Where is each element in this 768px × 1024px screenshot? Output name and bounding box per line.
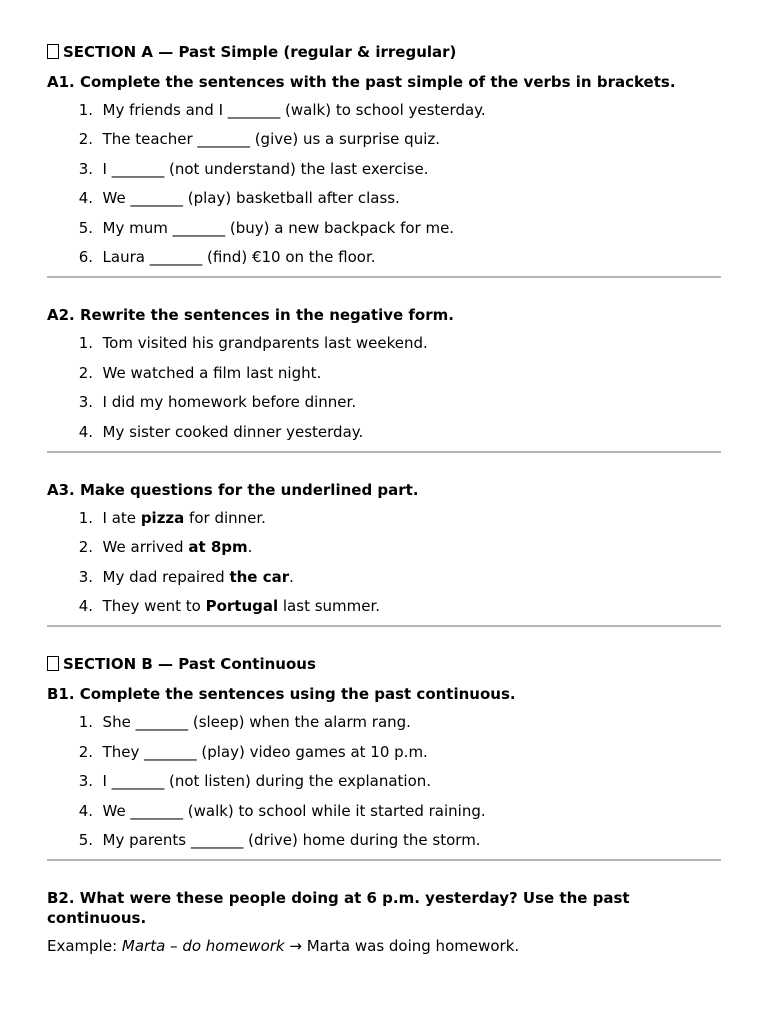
divider [47, 625, 721, 627]
missing-glyph-box-icon [47, 44, 59, 59]
item-text-pre: They went to [102, 597, 206, 616]
item-number: 1. [78, 508, 93, 527]
item-text-post: . [247, 538, 253, 557]
section-b-title-text: SECTION B — Past Continuous [63, 655, 316, 674]
item-number: 6. [78, 247, 93, 266]
item-text: Tom visited his grandparents last weekend. [102, 334, 428, 353]
list-item [47, 422, 721, 443]
divider [47, 451, 721, 453]
b1-list [47, 712, 721, 851]
item-text: My sister cooked dinner yesterday. [102, 422, 364, 441]
missing-glyph-box-icon [47, 656, 59, 671]
item-number: 4. [78, 189, 93, 208]
item-text [103, 508, 266, 529]
list-item [47, 712, 721, 733]
a2-title: A2. Rewrite the sentences in the negative form. [47, 306, 454, 325]
example-line [47, 936, 721, 956]
list-item [47, 363, 721, 384]
list-item [47, 100, 721, 121]
item-text: The teacher _______ (give) us a surprise quiz. [102, 130, 441, 149]
item-number: 3. [78, 772, 93, 791]
list-item [47, 218, 721, 239]
underlined-part: at 8pm [188, 538, 248, 557]
list-item [47, 159, 721, 180]
list-item [47, 247, 721, 268]
item-number: 4. [78, 597, 93, 616]
b1-title: B1. Complete the sentences using the past continuous. [47, 685, 516, 704]
item-text: We watched a film last night. [102, 363, 322, 382]
list-item [47, 771, 721, 792]
item-number: 2. [78, 538, 93, 557]
underlined-part: the car [229, 567, 290, 586]
example-prompt: Marta – do homework [121, 937, 285, 956]
list-item [47, 742, 721, 763]
section-b-title [47, 654, 721, 674]
section-a-title-text: SECTION A — Past Simple (regular & irregular) [63, 43, 457, 61]
item-number: 1. [78, 713, 93, 732]
list-item [47, 596, 721, 617]
item-number: 3. [78, 567, 93, 586]
list-item [47, 801, 721, 822]
item-text: My parents _______ (drive) home during the storm. [102, 831, 481, 850]
item-number: 2. [78, 742, 93, 761]
example-answer: → Marta was doing homework. [284, 937, 520, 956]
item-number: 3. [78, 393, 93, 412]
item-text: I did my homework before dinner. [102, 393, 357, 412]
divider [47, 276, 721, 278]
item-text [103, 537, 253, 558]
item-text [103, 596, 381, 617]
item-number: 5. [78, 831, 93, 850]
item-text-post: . [289, 567, 294, 586]
list-item [47, 830, 721, 851]
a2-list [47, 333, 721, 442]
item-text-pre: My dad repaired [102, 567, 230, 586]
item-text: She _______ (sleep) when the alarm rang. [102, 713, 411, 732]
item-text: We _______ (walk) to school while it started raining. [102, 801, 486, 820]
list-item [47, 392, 721, 413]
item-text [103, 567, 294, 588]
item-number: 5. [78, 218, 93, 237]
item-text: Laura _______ (find) €10 on the floor. [102, 247, 376, 266]
example-label: Example: [47, 937, 122, 956]
item-text-post: for dinner. [184, 508, 266, 527]
item-text: I _______ (not understand) the last exercise. [102, 159, 429, 178]
item-number: 2. [78, 130, 93, 149]
item-number: 4. [78, 801, 93, 820]
section-a-title [47, 42, 721, 62]
item-text: My mum _______ (buy) a new backpack for me. [102, 218, 455, 237]
item-text-post: last summer. [278, 597, 381, 616]
item-text: We _______ (play) basketball after class. [102, 189, 400, 208]
a3-title: A3. Make questions for the underlined part. [47, 480, 419, 499]
list-item [47, 333, 721, 354]
a3-list [47, 508, 721, 617]
item-text: They _______ (play) video games at 10 p.m. [102, 742, 428, 761]
item-number: 1. [78, 101, 93, 119]
item-text: I _______ (not listen) during the explanation. [102, 772, 432, 791]
list-item [47, 537, 721, 558]
list-item [47, 508, 721, 529]
divider [47, 859, 721, 861]
item-text-pre: We arrived [102, 538, 189, 557]
underlined-part: Portugal [205, 597, 279, 616]
list-item [47, 129, 721, 150]
a1-list [47, 100, 721, 268]
list-item [47, 567, 721, 588]
list-item [47, 188, 721, 209]
item-text: My friends and I _______ (walk) to school yesterday. [102, 101, 486, 119]
item-number: 4. [78, 422, 93, 441]
item-number: 2. [78, 363, 93, 382]
item-number: 3. [78, 159, 93, 178]
item-number: 1. [78, 334, 93, 353]
b2-title: B2. What were these people doing at 6 p.m. yesterday? Use the past continuous. [47, 889, 630, 928]
a1-title: A1. Complete the sentences with the past simple of the verbs in brackets. [47, 73, 676, 91]
item-text-pre: I ate [102, 508, 141, 527]
underlined-part: pizza [140, 508, 185, 527]
